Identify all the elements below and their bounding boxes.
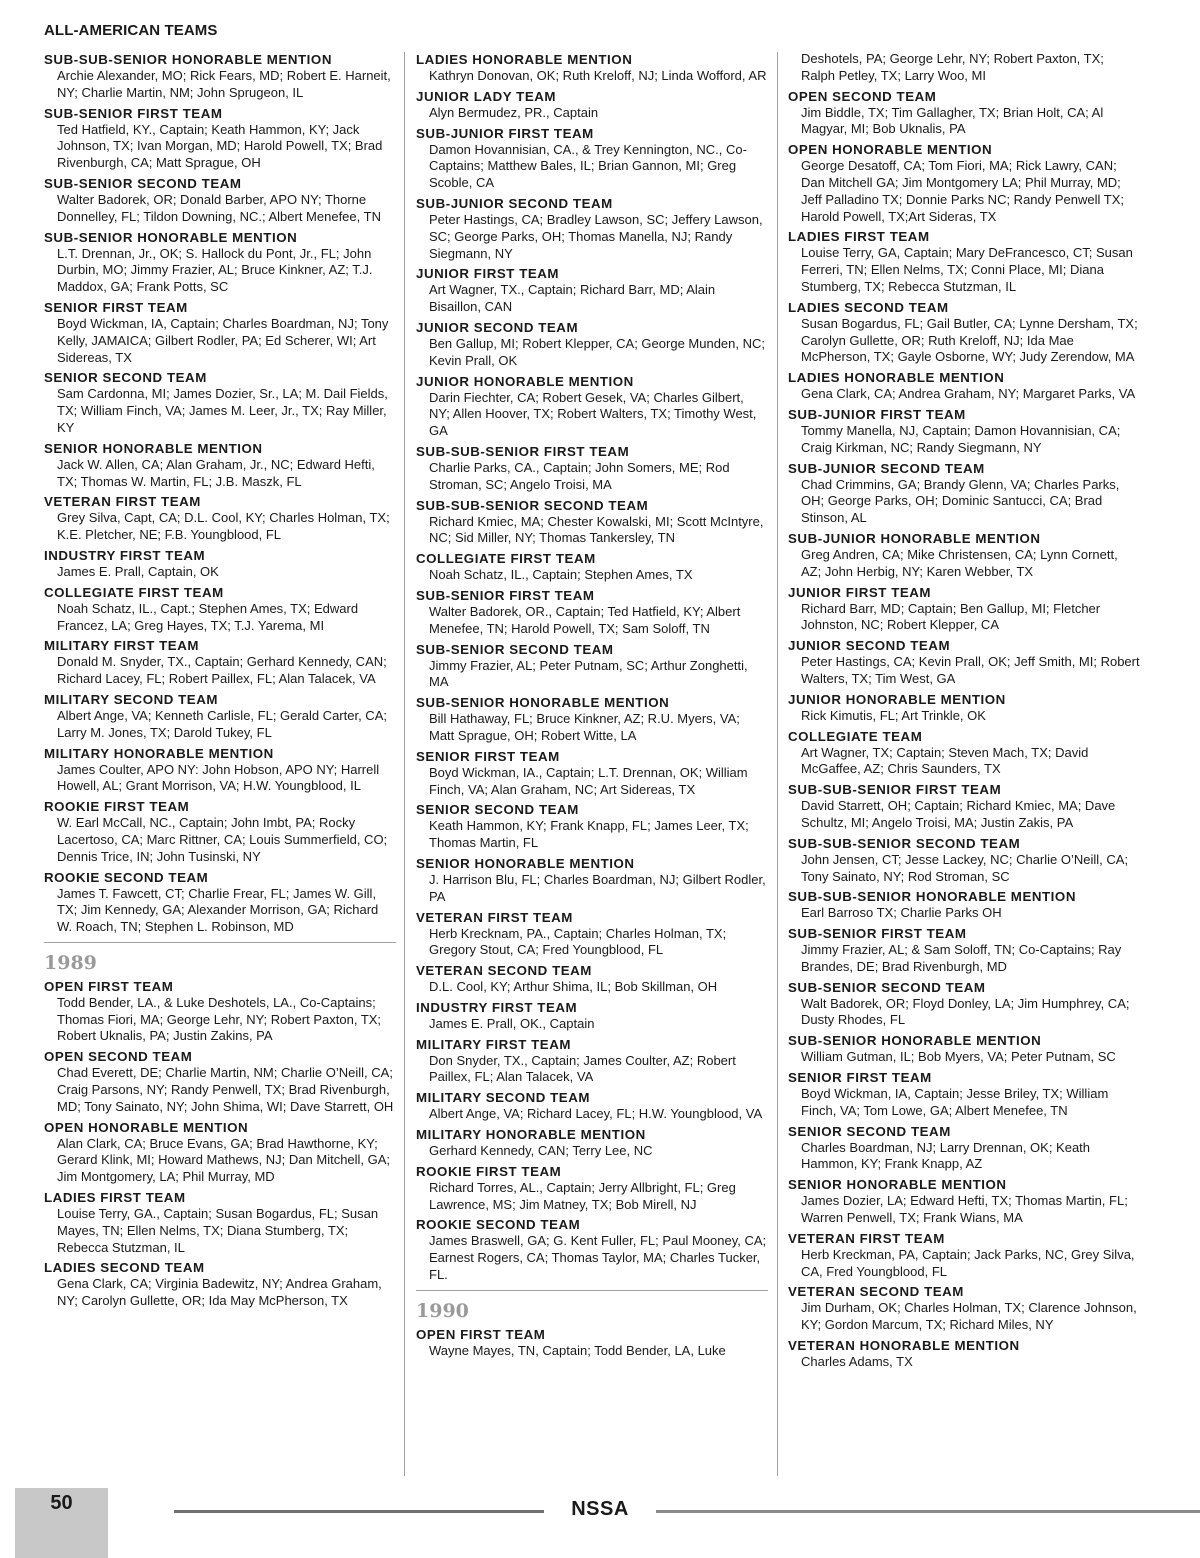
team-members: Peter Hastings, CA; Kevin Prall, OK; Jeff Smith, MI; Robert Walters, TX; Tim West, GA	[801, 654, 1140, 686]
team-heading: JUNIOR HONORABLE MENTION	[416, 373, 634, 389]
team-heading: SENIOR FIRST TEAM	[416, 748, 560, 764]
team-members: Walt Badorek, OR; Floyd Donley, LA; Jim Humphrey, CA; Dusty Rhodes, FL	[801, 995, 1130, 1028]
team-section	[788, 51, 1140, 85]
team-heading: OPEN SECOND TEAM	[788, 88, 937, 104]
team-members: Jimmy Frazier, AL; Peter Putnam, SC; Arthur Zonghetti, MA	[429, 657, 748, 690]
team-heading: SUB-SUB-SENIOR FIRST TEAM	[416, 443, 630, 459]
team-members: Jim Durham, OK; Charles Holman, TX; Clarence Johnson, KY; Gordon Marcum, TX; Richard Miles, NY	[801, 1300, 1137, 1333]
team-heading: SENIOR SECOND TEAM	[788, 1123, 951, 1139]
team-heading: SUB-JUNIOR SECOND TEAM	[416, 195, 613, 211]
team-heading: SENIOR HONORABLE MENTION	[416, 855, 635, 871]
team-members: Art Wagner, TX., Captain; Richard Barr, MD; Alain Bisaillon, CAN	[429, 282, 716, 315]
team-section	[788, 460, 1140, 527]
team-heading: SUB-SENIOR HONORABLE MENTION	[44, 229, 298, 245]
team-section	[788, 228, 1140, 295]
team-section	[788, 369, 1140, 403]
team-members: Richard Barr, MD; Captain; Ben Gallup, MI; Fletcher Johnston, NC; Robert Klepper, CA	[801, 600, 1101, 633]
team-section	[416, 962, 768, 996]
team-heading: MILITARY HONORABLE MENTION	[416, 1127, 646, 1143]
team-members: Archie Alexander, MO; Rick Fears, MD; Robert E. Harneit, NY; Charlie Martin, NM; John Sprugeon, IL	[57, 68, 391, 100]
team-members: Bill Hathaway, FL; Bruce Kinkner, AZ; R.U. Myers, VA; Matt Sprague, OH; Robert Witte, LA	[429, 711, 740, 743]
team-heading: VETERAN SECOND TEAM	[788, 1284, 964, 1300]
team-members: Albert Ange, VA; Kenneth Carlisle, FL; Gerald Carter, CA; Larry M. Jones, TX; Darold Tukey, FL	[57, 707, 387, 740]
team-heading: JUNIOR LADY TEAM	[416, 88, 557, 104]
team-heading: INDUSTRY FIRST TEAM	[44, 547, 206, 563]
team-heading: LADIES HONORABLE MENTION	[788, 370, 1005, 386]
team-section	[416, 999, 768, 1033]
page-number: 50	[50, 1492, 73, 1514]
team-members: Albert Ange, VA; Richard Lacey, FL; H.W. Youngblood, VA	[429, 1106, 763, 1122]
team-members: Tommy Manella, NJ, Captain; Damon Hovannisian, CA; Craig Kirkman, NC; Randy Siegmann, NY	[801, 422, 1121, 455]
team-members: Walter Badorek, OR; Donald Barber, APO NY; Thorne Donnelley, FL; Tildon Downing, NC.; Albert Menefee, TN	[57, 191, 381, 224]
team-section	[416, 51, 768, 85]
team-heading: SUB-SUB-SENIOR FIRST TEAM	[788, 782, 1002, 798]
team-heading: SUB-SENIOR FIRST TEAM	[416, 587, 595, 603]
team-heading: COLLEGIATE TEAM	[788, 728, 923, 744]
page-header: ALL-AMERICAN TEAMS	[44, 22, 218, 39]
year-heading-block	[416, 1290, 768, 1322]
team-section	[416, 909, 768, 960]
team-members: Jimmy Frazier, AL; & Sam Soloff, TN; Co-Captains; Ray Brandes, DE; Brad Rivenburgh, MD	[801, 942, 1122, 974]
team-members: Richard Kmiec, MA; Chester Kowalski, MI; Scott McIntyre, NC; Sid Miller, NY; Thomas Tankersley, TN	[429, 513, 764, 546]
team-members: George Desatoff, CA; Tom Fiori, MA; Rick Lawry, CAN; Dan Mitchell GA; Jim Montgomery LA; Phil Murray, MD; Jeff Palladino TX; Donnie Parks NC; Randy Penwell TX; Harold Powell, TX;Art Sideras, TX	[801, 158, 1124, 224]
team-heading: SENIOR SECOND TEAM	[44, 370, 207, 386]
team-members: Walter Badorek, OR., Captain; Ted Hatfield, KY; Albert Menefee, TN; Harold Powell, TX; Sam Soloff, TN	[429, 603, 741, 636]
team-heading: OPEN FIRST TEAM	[416, 1326, 546, 1342]
team-section	[416, 125, 768, 192]
team-heading: SUB-JUNIOR FIRST TEAM	[788, 406, 966, 422]
team-heading: JUNIOR FIRST TEAM	[788, 584, 932, 600]
team-heading: JUNIOR HONORABLE MENTION	[788, 691, 1006, 707]
team-section	[416, 443, 768, 494]
team-section	[416, 1089, 768, 1123]
team-heading: ROOKIE FIRST TEAM	[44, 799, 190, 815]
team-heading: LADIES FIRST TEAM	[788, 229, 930, 245]
team-section	[44, 745, 396, 796]
team-heading: SENIOR FIRST TEAM	[44, 299, 188, 315]
team-section	[788, 637, 1140, 688]
team-section	[416, 195, 768, 262]
team-heading: JUNIOR SECOND TEAM	[788, 638, 951, 654]
team-heading: MILITARY SECOND TEAM	[416, 1090, 591, 1106]
team-members: Keath Hammon, KY; Frank Knapp, FL; James Leer, TX; Thomas Martin, FL	[429, 818, 749, 851]
column-divider	[777, 52, 778, 1476]
team-members: Kathryn Donovan, OK; Ruth Kreloff, NJ; Linda Wofford, AR	[429, 68, 767, 83]
team-heading: SENIOR SECOND TEAM	[416, 802, 579, 818]
team-heading: OPEN HONORABLE MENTION	[44, 1119, 249, 1135]
team-members: Grey Silva, Capt, CA; D.L. Cool, KY; Charles Holman, TX; K.E. Pletcher, NE; F.B. Youngblood, FL	[57, 510, 390, 543]
team-members: Louise Terry, GA, Captain; Mary DeFrancesco, CT; Susan Ferreri, TN; Ellen Nelms, TX; Conni Place, MI; Diana Stumberg, TX; Rebecca Stutzman, IL	[801, 245, 1133, 294]
team-section	[788, 1230, 1140, 1281]
team-members: L.T. Drennan, Jr., OK; S. Hallock du Pont, Jr., FL; John Durbin, MO; Jimmy Frazier, AL; Bruce Kinkner, AZ; T.J. Maddox, GA; Frank Potts, SC	[57, 245, 373, 295]
team-section	[416, 550, 768, 584]
team-members: James E. Prall, Captain, OK	[57, 563, 219, 579]
team-members: Jack W. Allen, CA; Alan Graham, Jr., NC; Edward Hefti, TX; Thomas W. Martin, FL; J.B. Maszk, FL	[57, 456, 375, 489]
year-divider	[416, 1290, 768, 1291]
team-members: Louise Terry, GA., Captain; Susan Bogardus, FL; Susan Mayes, TN; Ellen Nelms, TX; Diana Stumberg, TX; Rebecca Stutzman, IL	[57, 1206, 379, 1255]
team-heading: SUB-JUNIOR SECOND TEAM	[788, 460, 985, 476]
team-heading: COLLEGIATE FIRST TEAM	[44, 584, 224, 600]
team-section	[44, 869, 396, 936]
team-members: Richard Torres, AL., Captain; Jerry Allbright, FL; Greg Lawrence, MS; Jim Matney, TX; Bob Mirell, NJ	[429, 1179, 736, 1212]
team-heading: OPEN SECOND TEAM	[44, 1049, 193, 1065]
column-3	[788, 51, 1140, 1374]
team-members: Don Snyder, TX., Captain; James Coulter, AZ; Robert Paillex, FL; Alan Talacek, VA	[429, 1052, 736, 1085]
team-heading: SUB-SENIOR SECOND TEAM	[788, 979, 986, 995]
team-heading: JUNIOR SECOND TEAM	[416, 319, 579, 335]
team-section	[788, 691, 1140, 725]
team-section	[416, 694, 768, 745]
team-heading: JUNIOR FIRST TEAM	[416, 266, 560, 282]
team-members: Boyd Wickman, IA, Captain; Charles Boardman, NJ; Tony Kelly, JAMAICA; Gilbert Rodler, PA; Ed Scherer, WI; Art Sidereas, TX	[57, 315, 389, 365]
team-heading: MILITARY FIRST TEAM	[416, 1036, 571, 1052]
team-section	[416, 1326, 768, 1360]
team-heading: SUB-SENIOR SECOND TEAM	[44, 175, 242, 191]
team-members: Todd Bender, LA., & Luke Deshotels, LA., Co-Captains; Thomas Fiori, MA; George Lehr, NY; Robert Paxton, TX; Robert Uknalis, PA; Justin Zakins, PA	[57, 994, 382, 1044]
team-heading: VETERAN FIRST TEAM	[44, 494, 201, 510]
team-members: Herb Krecknam, PA., Captain; Charles Holman, TX; Gregory Stout, CA; Fred Youngblood, FL	[429, 925, 727, 958]
team-section	[44, 547, 396, 581]
team-section	[788, 88, 1140, 139]
team-section	[788, 299, 1140, 366]
team-heading: MILITARY FIRST TEAM	[44, 638, 199, 654]
team-members: James Braswell, GA; G. Kent Fuller, FL; Paul Mooney, CA; Earnest Rogers, CA; Thomas Taylor, MA; Charles Tucker, FL.	[429, 1233, 767, 1283]
team-members: James E. Prall, OK., Captain	[429, 1015, 595, 1031]
team-members: D.L. Cool, KY; Arthur Shima, IL; Bob Skillman, OH	[429, 979, 718, 995]
team-section	[416, 801, 768, 852]
footer-rule-right	[656, 1510, 1200, 1513]
team-heading: LADIES SECOND TEAM	[788, 299, 949, 315]
team-members: Donald M. Snyder, TX., Captain; Gerhard Kennedy, CAN; Richard Lacey, FL; Robert Paillex, FL; Alan Talacek, VA	[57, 654, 387, 687]
team-section	[416, 265, 768, 316]
team-section	[788, 728, 1140, 779]
team-heading: SUB-SUB-SENIOR HONORABLE MENTION	[44, 52, 332, 67]
team-members: James Dozier, LA; Edward Hefti, TX; Thomas Martin, FL; Warren Penwell, TX; Frank Wians, MA	[801, 1193, 1128, 1226]
team-heading: SUB-JUNIOR HONORABLE MENTION	[788, 530, 1041, 546]
team-members: Art Wagner, TX; Captain; Steven Mach, TX; David McGaffee, AZ; Chris Saunders, TX	[801, 744, 1089, 777]
team-heading: OPEN HONORABLE MENTION	[788, 142, 993, 158]
team-members: J. Harrison Blu, FL; Charles Boardman, NJ; Gilbert Rodler, PA	[429, 871, 766, 904]
team-section	[416, 1216, 768, 1283]
team-section	[416, 319, 768, 370]
team-section	[788, 1176, 1140, 1227]
team-members: Boyd Wickman, IA, Captain; Jesse Briley, TX; William Finch, VA; Tom Lowe, GA; Albert Menefee, TN	[801, 1086, 1109, 1118]
team-members: Noah Schatz, IL., Capt.; Stephen Ames, TX; Edward Francez, LA; Greg Hayes, TX; T.J. Yarema, MI	[57, 600, 359, 633]
year-label: 1989	[44, 951, 97, 974]
team-heading: VETERAN SECOND TEAM	[416, 963, 592, 979]
team-section	[44, 51, 396, 102]
team-members: Boyd Wickman, IA., Captain; L.T. Drennan, OK; William Finch, VA; Alan Graham, NC; Art Sidereas, TX	[429, 764, 748, 797]
team-members: Herb Kreckman, PA, Captain; Jack Parks, NC, Grey Silva, CA, Fred Youngblood, FL	[801, 1246, 1135, 1279]
team-section	[788, 1032, 1140, 1066]
team-section	[788, 584, 1140, 635]
team-section	[44, 493, 396, 544]
team-section	[788, 1283, 1140, 1334]
team-section	[44, 175, 396, 226]
team-members: Alyn Bermudez, PR., Captain	[429, 104, 599, 120]
team-members: Greg Andren, CA; Mike Christensen, CA; Lynn Cornett, AZ; John Herbig, NY; Karen Webber, TX	[801, 546, 1118, 579]
team-heading: MILITARY SECOND TEAM	[44, 691, 219, 707]
team-section	[44, 440, 396, 491]
footer-org-name: NSSA	[571, 1498, 629, 1520]
team-section	[44, 584, 396, 635]
team-section	[788, 979, 1140, 1030]
team-heading: VETERAN HONORABLE MENTION	[788, 1338, 1020, 1354]
team-section	[788, 406, 1140, 457]
team-heading: LADIES SECOND TEAM	[44, 1260, 205, 1276]
team-members: Alan Clark, CA; Bruce Evans, GA; Brad Hawthorne, KY; Gerard Klink, MI; Howard Mathews, NJ; Dan Mitchell, GA; Jim Montgomery, LA; Phil Murray, MD	[57, 1135, 391, 1185]
team-members: Wayne Mayes, TN, Captain; Todd Bender, LA, Luke	[429, 1342, 726, 1358]
team-section	[44, 1189, 396, 1256]
team-section	[44, 369, 396, 436]
team-members: Damon Hovannisian, CA., & Trey Kennington, NC., Co-Captains; Matthew Bales, IL; Brian Gannon, MI; Greg Scoble, CA	[429, 141, 747, 191]
team-members: Deshotels, PA; George Lehr, NY; Robert Paxton, TX; Ralph Petley, TX; Larry Woo, MI	[801, 51, 1104, 83]
year-divider	[44, 942, 396, 943]
team-members: Jim Biddle, TX; Tim Gallagher, TX; Brian Holt, CA; Al Magyar, MI; Bob Uknalis, PA	[801, 104, 1104, 137]
column-divider	[404, 52, 405, 1476]
team-members: Noah Schatz, IL., Captain; Stephen Ames, TX	[429, 567, 693, 583]
team-heading: ROOKIE SECOND TEAM	[416, 1217, 581, 1233]
team-section	[788, 530, 1140, 581]
year-heading-block	[44, 942, 396, 974]
team-heading: SENIOR HONORABLE MENTION	[44, 440, 263, 456]
team-section	[788, 925, 1140, 976]
team-section	[44, 1119, 396, 1186]
team-heading: SUB-JUNIOR FIRST TEAM	[416, 125, 594, 141]
team-section	[788, 888, 1140, 922]
team-members: Ted Hatfield, KY., Captain; Keath Hammon, KY; Jack Johnson, TX; Ivan Morgan, MD; Harold Powell, TX; Brad Rivenburgh, CA; Matt Sprague, OH	[57, 121, 383, 171]
team-members: Gerhard Kennedy, CAN; Terry Lee, NC	[429, 1143, 653, 1159]
team-section	[44, 978, 396, 1045]
team-section	[416, 88, 768, 122]
team-heading: SUB-SUB-SENIOR SECOND TEAM	[416, 497, 649, 513]
team-section	[416, 641, 768, 692]
team-section	[44, 798, 396, 865]
team-members: William Gutman, IL; Bob Myers, VA; Peter Putnam, SC	[801, 1049, 1116, 1065]
team-section	[416, 373, 768, 440]
team-members: Sam Cardonna, MI; James Dozier, Sr., LA; M. Dail Fields, TX; William Finch, VA; James M. Leer, Jr., TX; Ray Miller, KY	[57, 386, 388, 435]
team-members: James T. Fawcett, CT; Charlie Frear, FL; James W. Gill, TX; Jim Kennedy, GA; Alexander Morrison, GA; Richard W. Roach, TN; Stephen L. Robinson, MD	[57, 885, 379, 935]
team-section	[44, 105, 396, 172]
team-section	[44, 637, 396, 688]
team-members: Gena Clark, CA; Andrea Graham, NY; Margaret Parks, VA	[801, 386, 1136, 402]
team-members: John Jensen, CT; Jesse Lackey, NC; Charlie O’Neill, CA; Tony Sainato, NY; Rod Stroman, SC	[801, 851, 1129, 884]
team-heading: INDUSTRY FIRST TEAM	[416, 999, 578, 1015]
team-heading: SUB-SENIOR FIRST TEAM	[44, 105, 223, 121]
team-heading: VETERAN FIRST TEAM	[416, 909, 573, 925]
team-heading: ROOKIE FIRST TEAM	[416, 1163, 562, 1179]
team-section	[416, 587, 768, 638]
team-section	[416, 1163, 768, 1214]
team-section	[416, 748, 768, 799]
year-label: 1990	[416, 1299, 469, 1322]
team-members: Peter Hastings, CA; Bradley Lawson, SC; Jeffery Lawson, SC; George Parks, OH; Thomas Manella, NJ; Randy Siegmann, NY	[429, 211, 763, 261]
team-members: W. Earl McCall, NC., Captain; John Imbt, PA; Rocky Lacertoso, CA; Marc Rittner, CA; Louis Summerfield, CO; Dennis Trice, IN; John Tusinski, NY	[57, 815, 388, 864]
team-members: Charles Boardman, NJ; Larry Drennan, OK; Keath Hammon, KY; Frank Knapp, AZ	[801, 1139, 1091, 1172]
team-heading: LADIES FIRST TEAM	[44, 1190, 186, 1206]
team-heading: SUB-SENIOR FIRST TEAM	[788, 926, 967, 942]
team-heading: LADIES HONORABLE MENTION	[416, 52, 633, 67]
team-members: Charles Adams, TX	[801, 1354, 913, 1370]
team-heading: SUB-SUB-SENIOR HONORABLE MENTION	[788, 889, 1076, 905]
team-heading: ROOKIE SECOND TEAM	[44, 869, 209, 885]
team-members: Earl Barroso TX; Charlie Parks OH	[801, 905, 1002, 921]
team-members: Chad Everett, DE; Charlie Martin, NM; Charlie O’Neill, CA; Craig Parsons, NY; Randy Penwell, TX; Brad Rivenburgh, MD; Tony Sainato, NY; John Shima, WI; Dave Starrett, OH	[57, 1065, 394, 1114]
team-section	[416, 1126, 768, 1160]
team-section	[788, 1069, 1140, 1120]
team-section	[416, 855, 768, 906]
team-members: Darin Fiechter, CA; Robert Gesek, VA; Charles Gilbert, NY; Allen Hoover, TX; Robert Walters, TX; Timothy West, GA	[429, 389, 757, 439]
team-members: Chad Crimmins, GA; Brandy Glenn, VA; Charles Parks, OH; George Parks, OH; Dominic Santucci, CA; Brad Stinson, AL	[801, 476, 1120, 526]
team-heading: SUB-SENIOR SECOND TEAM	[416, 641, 614, 657]
team-heading: MILITARY HONORABLE MENTION	[44, 745, 274, 761]
team-section	[788, 1337, 1140, 1371]
team-heading: SUB-SUB-SENIOR SECOND TEAM	[788, 835, 1021, 851]
team-section	[44, 1259, 396, 1310]
team-section	[416, 1036, 768, 1087]
team-section	[788, 141, 1140, 225]
team-section	[44, 691, 396, 742]
team-section	[788, 1123, 1140, 1174]
team-section	[44, 299, 396, 366]
team-members: David Starrett, OH; Captain; Richard Kmiec, MA; Dave Schultz, MI; Angelo Troisi, MA; Justin Zakis, PA	[801, 798, 1116, 830]
team-members: Gena Clark, CA; Virginia Badewitz, NY; Andrea Graham, NY; Carolyn Gullette, OR; Ida May McPherson, TX	[57, 1276, 382, 1309]
team-members: Ben Gallup, MI; Robert Klepper, CA; George Munden, NC; Kevin Prall, OK	[429, 335, 766, 368]
team-section	[44, 229, 396, 296]
team-heading: COLLEGIATE FIRST TEAM	[416, 551, 596, 567]
team-heading: OPEN FIRST TEAM	[44, 978, 174, 994]
team-heading: SUB-SENIOR HONORABLE MENTION	[416, 695, 670, 711]
team-members: Charlie Parks, CA., Captain; John Somers, ME; Rod Stroman, SC; Angelo Troisi, MA	[429, 459, 730, 492]
team-members: Rick Kimutis, FL; Art Trinkle, OK	[801, 707, 986, 723]
page-number-box	[15, 1488, 108, 1558]
team-heading: SENIOR HONORABLE MENTION	[788, 1177, 1007, 1193]
team-section	[416, 497, 768, 548]
footer-rule-left	[174, 1510, 544, 1513]
team-members: James Coulter, APO NY: John Hobson, APO NY; Harrell Howell, AL; Grant Morrison, VA; H.W. Youngblood, IL	[57, 761, 380, 794]
team-section	[44, 1048, 396, 1115]
column-1	[44, 51, 396, 1313]
team-heading: VETERAN FIRST TEAM	[788, 1230, 945, 1246]
team-section	[788, 835, 1140, 886]
team-members: Susan Bogardus, FL; Gail Butler, CA; Lynne Dersham, TX; Carolyn Gullette, OR; Ruth Kreloff, NJ; Ida Mae McPherson, TX; Gayle Osborne, WY; Judy Zerendow, MA	[801, 315, 1138, 365]
team-heading: SUB-SENIOR HONORABLE MENTION	[788, 1033, 1042, 1049]
column-2	[416, 51, 768, 1363]
team-section	[788, 781, 1140, 832]
team-heading: SENIOR FIRST TEAM	[788, 1070, 932, 1086]
